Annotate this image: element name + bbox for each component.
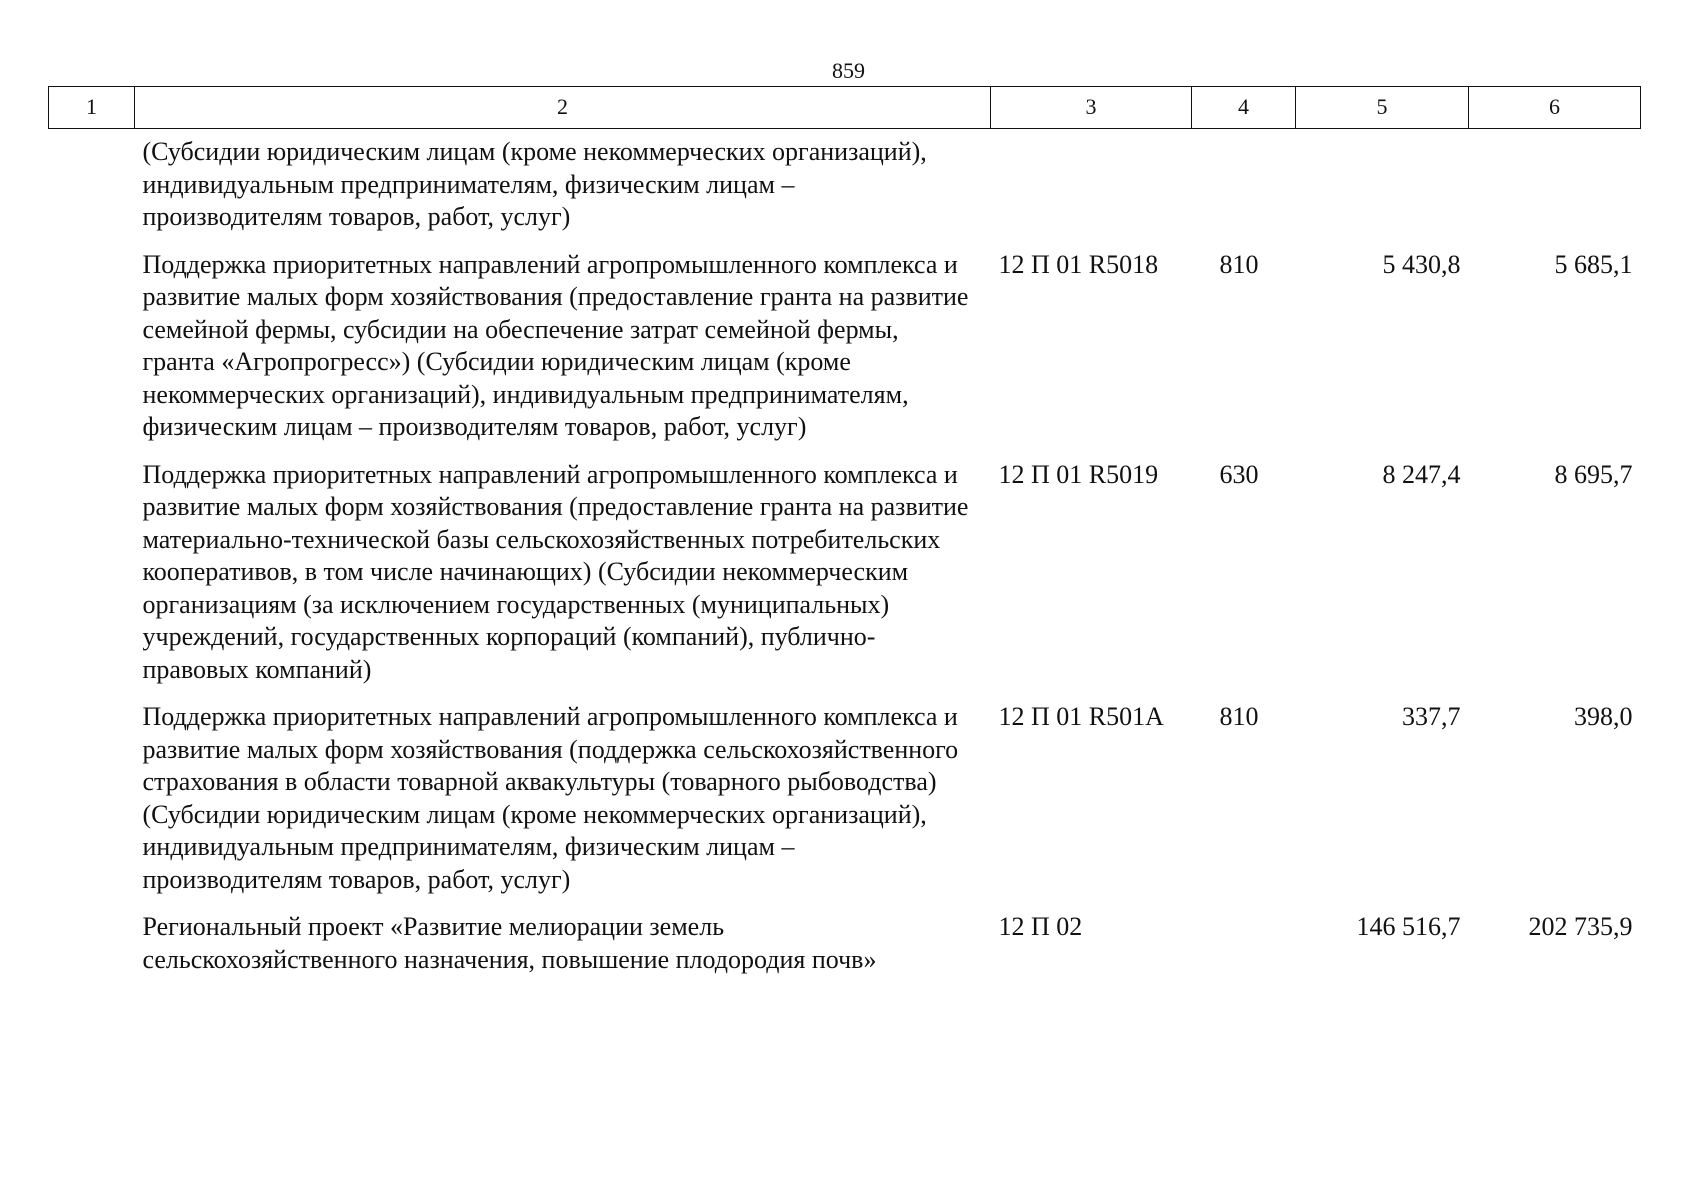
row-value-5-cell bbox=[1296, 129, 1469, 249]
column-header-6: 6 bbox=[1469, 87, 1641, 129]
table-row bbox=[49, 459, 1641, 702]
row-number-cell bbox=[49, 129, 135, 249]
row-number-cell bbox=[49, 911, 135, 991]
table-header-row bbox=[49, 87, 1641, 129]
row-value-6-cell: 8 695,7 bbox=[1554, 459, 1633, 489]
column-header-1: 1 bbox=[49, 87, 135, 129]
row-value-5-cell: 8 247,4 bbox=[1382, 459, 1461, 489]
row-value-6-cell: 202 735,9 bbox=[1528, 912, 1633, 941]
row-expense-type-cell bbox=[1192, 129, 1296, 249]
row-expense-type-cell: 810 bbox=[1219, 702, 1259, 731]
column-header-2: 2 bbox=[135, 87, 991, 129]
table-row bbox=[49, 911, 1641, 991]
row-name-cell: (Субсидии юридическим лицам (кроме некоммерческих организаций), индивидуальным предпринимателям, физическим лицам – производителям товаров, работ, услуг) bbox=[142, 137, 927, 231]
row-code-cell: 12 П 02 bbox=[998, 912, 1083, 941]
row-expense-type-cell: 630 bbox=[1219, 459, 1259, 489]
row-number-cell bbox=[49, 701, 135, 911]
row-name-cell: Поддержка приоритетных направлений агропромышленного комплекса и развитие малых форм хозяйствования (предоставление гранта на развитие семейной фермы, субсидии на обеспечение затрат семейной фермы, гранта «Агропрогресс») (Субсидии юридическим лицам (кроме некоммерческих организаций), индивидуальным предпринимателям, физическим лицам – производителям товаров, работ, услуг) bbox=[142, 249, 969, 441]
row-number-cell bbox=[49, 459, 135, 702]
page-number: 859 bbox=[832, 58, 865, 83]
column-header-3: 3 bbox=[991, 87, 1192, 129]
row-code-cell bbox=[991, 129, 1192, 249]
row-name-cell: Поддержка приоритетных направлений агропромышленного комплекса и развитие малых форм хозяйствования (поддержка сельскохозяйственного страхования в области товарной аквакультуры (товарного рыбоводства) (Субсидии юридическим лицам (кроме некоммерческих организаций), индивидуальным предпринимателям, физическим лицам – производителям товаров, работ, услуг) bbox=[142, 702, 959, 894]
row-code-cell: 12 П 01 R501A bbox=[998, 702, 1164, 731]
row-value-5-cell: 146 516,7 bbox=[1356, 912, 1461, 941]
row-value-5-cell: 337,7 bbox=[1402, 702, 1461, 731]
table-row bbox=[49, 129, 1641, 249]
row-name-cell: Региональный проект «Развитие мелиорации земель сельскохозяйственного назначения, повышение плодородия почв» bbox=[142, 912, 877, 974]
column-header-4: 4 bbox=[1192, 87, 1296, 129]
table-row bbox=[49, 249, 1641, 459]
row-value-5-cell: 5 430,8 bbox=[1382, 249, 1461, 279]
row-code-cell: 12 П 01 R5019 bbox=[998, 459, 1159, 489]
row-expense-type-cell bbox=[1192, 911, 1296, 991]
row-expense-type-cell: 810 bbox=[1219, 249, 1259, 279]
table-row bbox=[49, 701, 1641, 911]
row-value-6-cell: 398,0 bbox=[1574, 702, 1633, 731]
column-header-5: 5 bbox=[1296, 87, 1469, 129]
row-value-6-cell bbox=[1469, 129, 1641, 249]
row-code-cell: 12 П 01 R5018 bbox=[998, 249, 1159, 279]
row-name-cell: Поддержка приоритетных направлений агропромышленного комплекса и развитие малых форм хозяйствования (предоставление гранта на развитие материально-технической базы сельскохозяйственных потребительских кооперативов, в том числе начинающих) (Субсидии некоммерческим организациям (за исключением государственных (муниципальных) учреждений, государственных корпораций (компаний), публично-правовых компаний) bbox=[142, 459, 969, 684]
budget-table bbox=[48, 86, 1641, 991]
row-value-6-cell: 5 685,1 bbox=[1554, 249, 1633, 279]
row-number-cell bbox=[49, 249, 135, 459]
